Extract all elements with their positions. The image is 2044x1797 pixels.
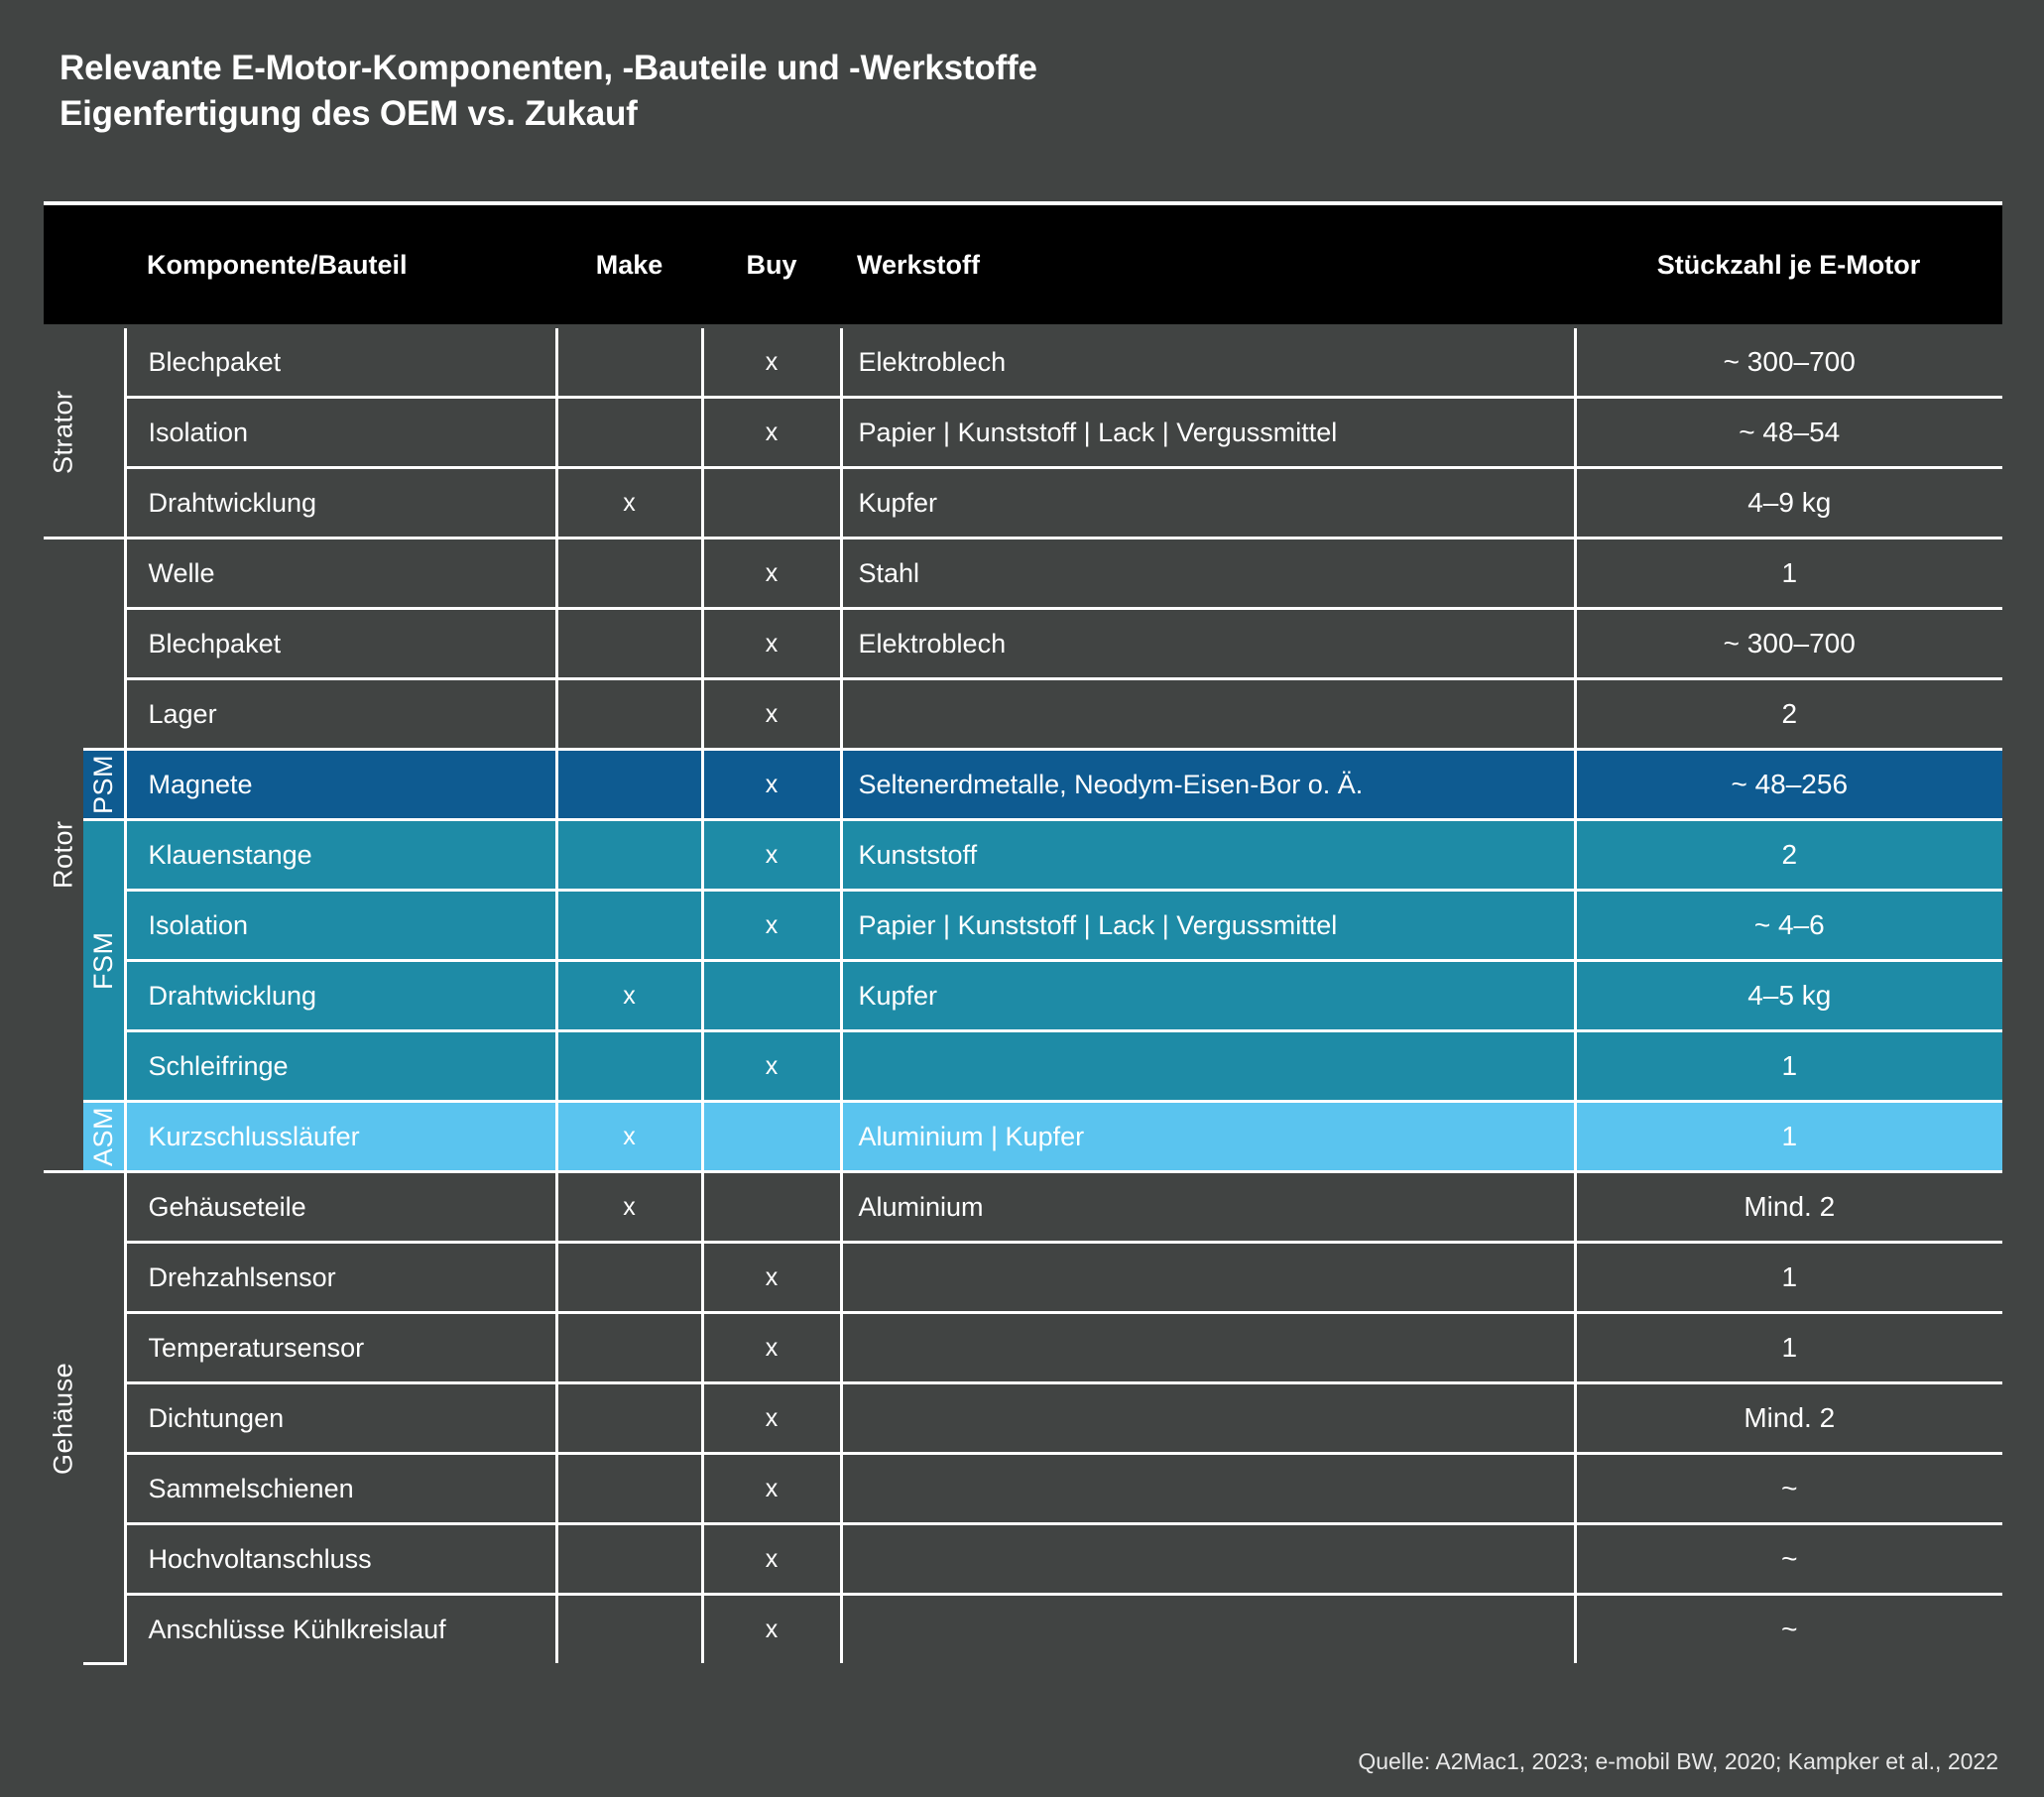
cell-material [841, 1313, 1575, 1383]
cell-component: Blechpaket [125, 326, 556, 398]
cell-component: Drahtwicklung [125, 468, 556, 539]
cell-quantity: ~ 48–256 [1575, 750, 2002, 820]
table-row [44, 820, 2002, 891]
cell-material [841, 1454, 1575, 1524]
cell-quantity: ~ [1575, 1595, 2002, 1664]
cell-material: Papier | Kunststoff | Lack | Vergussmittel [841, 891, 1575, 961]
cell-make: x [556, 468, 702, 539]
table-row [44, 468, 2002, 539]
cell-material: Kupfer [841, 468, 1575, 539]
cell-make: x [556, 1172, 702, 1243]
header-spacer-outer [44, 203, 83, 326]
cell-buy [702, 1102, 841, 1172]
cell-quantity: 4–5 kg [1575, 961, 2002, 1031]
cell-quantity: 1 [1575, 1031, 2002, 1102]
cell-make [556, 1595, 702, 1664]
cell-material: Seltenerdmetalle, Neodym-Eisen-Bor o. Ä. [841, 750, 1575, 820]
subgroup-label-fsm [83, 820, 125, 1102]
cell-make [556, 679, 702, 750]
cell-material [841, 1383, 1575, 1454]
subgroup-spacer [83, 326, 125, 539]
cell-component: Klauenstange [125, 820, 556, 891]
cell-quantity: ~ 48–54 [1575, 398, 2002, 468]
cell-component: Anschlüsse Kühlkreislauf [125, 1595, 556, 1664]
cell-buy: x [702, 1524, 841, 1595]
table-row [44, 1454, 2002, 1524]
table-row [44, 1313, 2002, 1383]
cell-make [556, 1383, 702, 1454]
cell-buy: x [702, 1595, 841, 1664]
components-table-wrapper [44, 201, 2002, 1665]
page-title-line-2: Eigenfertigung des OEM vs. Zukauf [60, 93, 638, 133]
cell-component: Schleifringe [125, 1031, 556, 1102]
subgroup-spacer [83, 1172, 125, 1664]
cell-material: Kunststoff [841, 820, 1575, 891]
subgroup-label-psm [83, 750, 125, 820]
cell-quantity: 2 [1575, 820, 2002, 891]
cell-quantity: ~ [1575, 1454, 2002, 1524]
cell-quantity: 4–9 kg [1575, 468, 2002, 539]
cell-quantity: Mind. 2 [1575, 1172, 2002, 1243]
cell-quantity: 1 [1575, 1313, 2002, 1383]
cell-make [556, 1031, 702, 1102]
cell-material: Stahl [841, 539, 1575, 609]
cell-buy [702, 961, 841, 1031]
cell-quantity: 1 [1575, 539, 2002, 609]
cell-make: x [556, 961, 702, 1031]
cell-make [556, 398, 702, 468]
page-title [60, 46, 1037, 136]
group-label-text: Rotor [48, 820, 78, 890]
table-row [44, 1031, 2002, 1102]
cell-material [841, 1524, 1575, 1595]
cell-make [556, 609, 702, 679]
cell-buy: x [702, 1031, 841, 1102]
cell-material [841, 1031, 1575, 1102]
cell-make [556, 539, 702, 609]
cell-component: Sammelschienen [125, 1454, 556, 1524]
table-row [44, 1595, 2002, 1664]
cell-make [556, 1243, 702, 1313]
header-material: Werkstoff [841, 203, 1575, 326]
cell-component: Magnete [125, 750, 556, 820]
cell-material: Aluminium [841, 1172, 1575, 1243]
cell-quantity: ~ 4–6 [1575, 891, 2002, 961]
cell-make [556, 750, 702, 820]
cell-quantity: ~ [1575, 1524, 2002, 1595]
cell-quantity: ~ 300–700 [1575, 326, 2002, 398]
cell-material [841, 1595, 1575, 1664]
cell-make [556, 820, 702, 891]
cell-component: Drahtwicklung [125, 961, 556, 1031]
cell-buy [702, 468, 841, 539]
cell-buy: x [702, 1313, 841, 1383]
table-row [44, 326, 2002, 398]
cell-material: Papier | Kunststoff | Lack | Vergussmittel [841, 398, 1575, 468]
header-buy: Buy [702, 203, 841, 326]
header-make: Make [556, 203, 702, 326]
cell-component: Lager [125, 679, 556, 750]
cell-component: Hochvoltanschluss [125, 1524, 556, 1595]
cell-buy: x [702, 398, 841, 468]
table-body [44, 203, 2002, 1663]
cell-material [841, 679, 1575, 750]
group-label-rotor [44, 539, 83, 1172]
cell-buy: x [702, 539, 841, 609]
table-header-row [44, 203, 2002, 326]
cell-component: Gehäuseteile [125, 1172, 556, 1243]
group-label-text: Gehäuse [48, 1362, 78, 1475]
cell-make [556, 891, 702, 961]
cell-make [556, 1454, 702, 1524]
cell-component: Isolation [125, 398, 556, 468]
cell-make [556, 1313, 702, 1383]
subgroup-label-text: ASM [87, 1107, 118, 1167]
table-row [44, 609, 2002, 679]
table-row [44, 1102, 2002, 1172]
cell-buy: x [702, 820, 841, 891]
cell-buy: x [702, 1243, 841, 1313]
cell-material: Aluminium | Kupfer [841, 1102, 1575, 1172]
cell-component: Kurzschlussläufer [125, 1102, 556, 1172]
cell-quantity: 1 [1575, 1243, 2002, 1313]
header-spacer-inner [83, 203, 125, 326]
cell-component: Drehzahlsensor [125, 1243, 556, 1313]
table-row [44, 1172, 2002, 1243]
table-row [44, 891, 2002, 961]
cell-make: x [556, 1102, 702, 1172]
table-row [44, 1243, 2002, 1313]
components-table [44, 201, 2002, 1665]
cell-material: Kupfer [841, 961, 1575, 1031]
cell-component: Temperatursensor [125, 1313, 556, 1383]
cell-buy: x [702, 609, 841, 679]
header-component: Komponente/Bauteil [125, 203, 556, 326]
table-row [44, 539, 2002, 609]
cell-component: Blechpaket [125, 609, 556, 679]
cell-buy: x [702, 679, 841, 750]
cell-component: Isolation [125, 891, 556, 961]
table-row [44, 961, 2002, 1031]
source-note: Quelle: A2Mac1, 2023; e-mobil BW, 2020; Kampker et al., 2022 [1358, 1748, 1998, 1774]
table-row [44, 1383, 2002, 1454]
cell-material [841, 1243, 1575, 1313]
table-row [44, 1524, 2002, 1595]
cell-buy: x [702, 891, 841, 961]
cell-component: Dichtungen [125, 1383, 556, 1454]
subgroup-label-asm [83, 1102, 125, 1172]
cell-component: Welle [125, 539, 556, 609]
cell-buy [702, 1172, 841, 1243]
cell-make [556, 326, 702, 398]
cell-material: Elektroblech [841, 609, 1575, 679]
cell-quantity: ~ 300–700 [1575, 609, 2002, 679]
cell-quantity: Mind. 2 [1575, 1383, 2002, 1454]
group-label-strator [44, 326, 83, 539]
table-row [44, 398, 2002, 468]
table-row [44, 750, 2002, 820]
cell-buy: x [702, 1454, 841, 1524]
group-label-gehuse [44, 1172, 83, 1664]
table-row [44, 679, 2002, 750]
cell-material: Elektroblech [841, 326, 1575, 398]
cell-buy: x [702, 326, 841, 398]
group-label-text: Strator [48, 390, 78, 475]
subgroup-label-text: FSM [87, 931, 118, 990]
cell-buy: x [702, 1383, 841, 1454]
page-title-line-1: Relevante E-Motor-Komponenten, -Bauteile und -Werkstoffe [60, 49, 1037, 87]
subgroup-label-text: PSM [87, 755, 118, 815]
cell-make [556, 1524, 702, 1595]
subgroup-spacer [83, 539, 125, 750]
cell-quantity: 1 [1575, 1102, 2002, 1172]
cell-buy: x [702, 750, 841, 820]
cell-quantity: 2 [1575, 679, 2002, 750]
header-quantity: Stückzahl je E-Motor [1575, 203, 2002, 326]
